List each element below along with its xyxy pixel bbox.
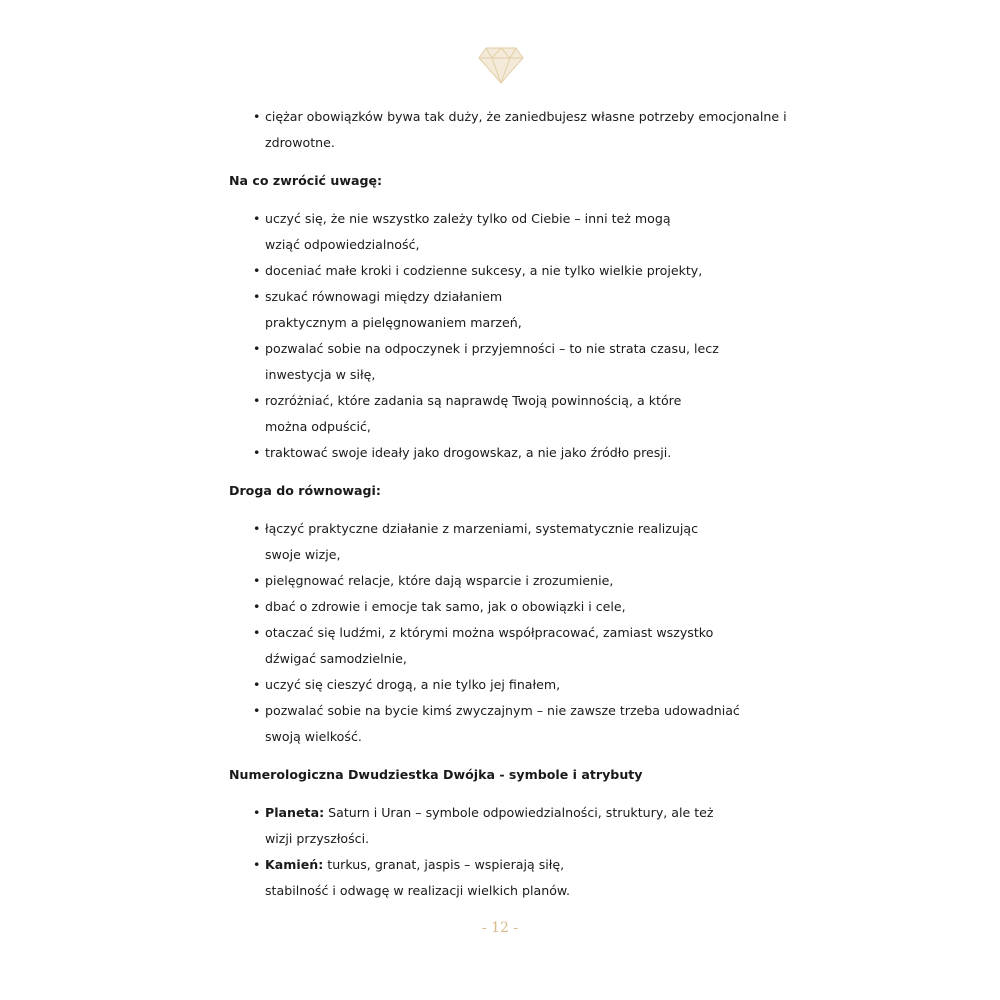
section-heading-balance: Droga do równowagi: xyxy=(229,483,381,498)
diamond-icon xyxy=(478,46,524,84)
symbols-list xyxy=(229,800,789,904)
page-number: - 12 - xyxy=(481,920,519,936)
list-item: • pozwalać sobie na odpoczynek i przyjemności – to nie strata czasu, lecz inwestycja w siłę, xyxy=(253,341,719,382)
list-item: • uczyć się cieszyć drogą, a nie tylko jej finałem, xyxy=(253,677,561,692)
attention-list xyxy=(229,206,789,466)
planet-label: Planeta: xyxy=(265,805,325,820)
list-item: • szukać równowagi między działaniem praktycznym a pielęgnowaniem marzeń, xyxy=(253,289,522,330)
list-item: • Planeta: Saturn i Uran – symbole odpowiedzialności, struktury, ale też wizji przyszłości. xyxy=(253,805,714,846)
list-item: • pielęgnować relacje, które dają wsparcie i zrozumienie, xyxy=(253,573,614,588)
list-item: • ciężar obowiązków bywa tak duży, że zaniedbujesz własne potrzeby emocjonalne i zdrowotne. xyxy=(253,109,787,150)
balance-list xyxy=(229,516,789,750)
section-heading-attention: Na co zwrócić uwagę: xyxy=(229,173,383,188)
page-content xyxy=(229,104,789,904)
list-item: • łączyć praktyczne działanie z marzeniami, systematycznie realizując swoje wizje, xyxy=(253,521,699,562)
intro-list xyxy=(229,104,789,156)
list-item: • rozróżniać, które zadania są naprawdę Twoją powinnością, a które można odpuścić, xyxy=(253,393,682,434)
list-item: • pozwalać sobie na bycie kimś zwyczajnym – nie zawsze trzeba udowadniać swoją wielkość. xyxy=(253,703,740,744)
list-item: • traktować swoje ideały jako drogowskaz, a nie jako źródło presji. xyxy=(253,445,672,460)
section-heading-symbols: Numerologiczna Dwudziestka Dwójka - symbole i atrybuty xyxy=(229,767,643,782)
stone-label: Kamień: xyxy=(265,857,324,872)
list-item: • otaczać się ludźmi, z którymi można współpracować, zamiast wszystko dźwigać samodzielnie, xyxy=(253,625,714,666)
list-item: • uczyć się, że nie wszystko zależy tylko od Ciebie – inni też mogą wziąć odpowiedzialność, xyxy=(253,211,671,252)
list-item: • doceniać małe kroki i codzienne sukcesy, a nie tylko wielkie projekty, xyxy=(253,263,703,278)
list-item: • Kamień: turkus, granat, jaspis – wspierają siłę, stabilność i odwagę w realizacji wielkich planów. xyxy=(253,857,571,898)
list-item: • dbać o zdrowie i emocje tak samo, jak o obowiązki i cele, xyxy=(253,599,626,614)
